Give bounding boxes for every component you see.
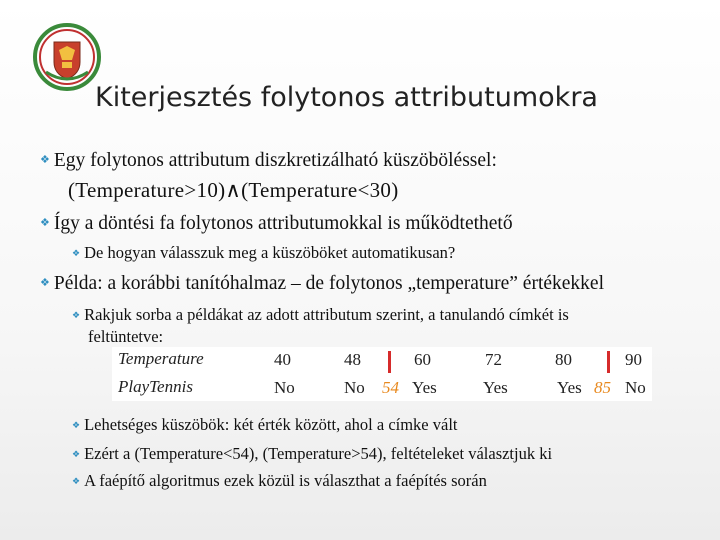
temp-value: 80 — [555, 350, 572, 369]
threshold-value: 85 — [594, 378, 611, 397]
bullet-icon: ❖ — [72, 449, 81, 459]
sub-bullet-item: ❖ Ezért a (Temperature<54), (Temperature>54), feltételeket választjuk ki — [72, 444, 553, 463]
sorted-examples-table — [112, 347, 652, 401]
play-value: No — [274, 378, 295, 397]
play-value: Yes — [483, 378, 508, 397]
page-title: Kiterjesztés folytonos attributumokra — [95, 82, 598, 113]
temp-value: 90 — [625, 350, 642, 369]
row-label-temperature: Temperature — [118, 349, 204, 368]
sub-bullet-item: ❖ De hogyan válasszuk meg a küszöböket automatikusan? — [72, 243, 456, 262]
sub-bullet-item: ❖ Rakjuk sorba a példákat az adott attributum szerint, a tanulandó címkét is — [72, 305, 569, 324]
bullet-item: ❖ Egy folytonos attributum diszkretizálható küszöböléssel: — [40, 150, 497, 171]
bullet-item: ❖ Így a döntési fa folytonos attributumokkal is működtethető — [40, 213, 513, 234]
play-value: No — [625, 378, 646, 397]
temp-value: 48 — [344, 350, 361, 369]
row-label-playtennis: PlayTennis — [118, 377, 193, 396]
play-value: Yes — [412, 378, 437, 397]
coat-of-arms-logo — [32, 22, 102, 92]
temp-value: 72 — [485, 350, 502, 369]
sub-bullet-item: ❖ Lehetséges küszöbök: két érték között, ahol a címke vált — [72, 415, 458, 434]
bullet-icon: ❖ — [72, 476, 81, 486]
play-value: Yes — [557, 378, 582, 397]
temp-value: 40 — [274, 350, 291, 369]
sub-bullet-item: ❖ A faépítő algoritmus ezek közül is választhat a faépítés során — [72, 471, 487, 490]
threshold-divider — [388, 351, 391, 373]
play-value: No — [344, 378, 365, 397]
bullet-icon: ❖ — [40, 154, 50, 166]
threshold-value: 54 — [382, 378, 399, 397]
bullet-icon: ❖ — [72, 248, 81, 258]
bullet-icon: ❖ — [72, 420, 81, 430]
bullet-icon: ❖ — [40, 277, 50, 289]
threshold-divider — [607, 351, 610, 373]
temp-value: 60 — [414, 350, 431, 369]
bullet-icon: ❖ — [40, 217, 50, 229]
sub-bullet-continuation: feltüntetve: — [88, 327, 164, 346]
bullet-icon: ❖ — [72, 310, 81, 320]
bullet-item: ❖ Példa: a korábbi tanítóhalmaz – de folytonos „temperature” értékekkel — [40, 273, 604, 294]
threshold-formula: (Temperature>10)∧(Temperature<30) — [68, 178, 399, 202]
